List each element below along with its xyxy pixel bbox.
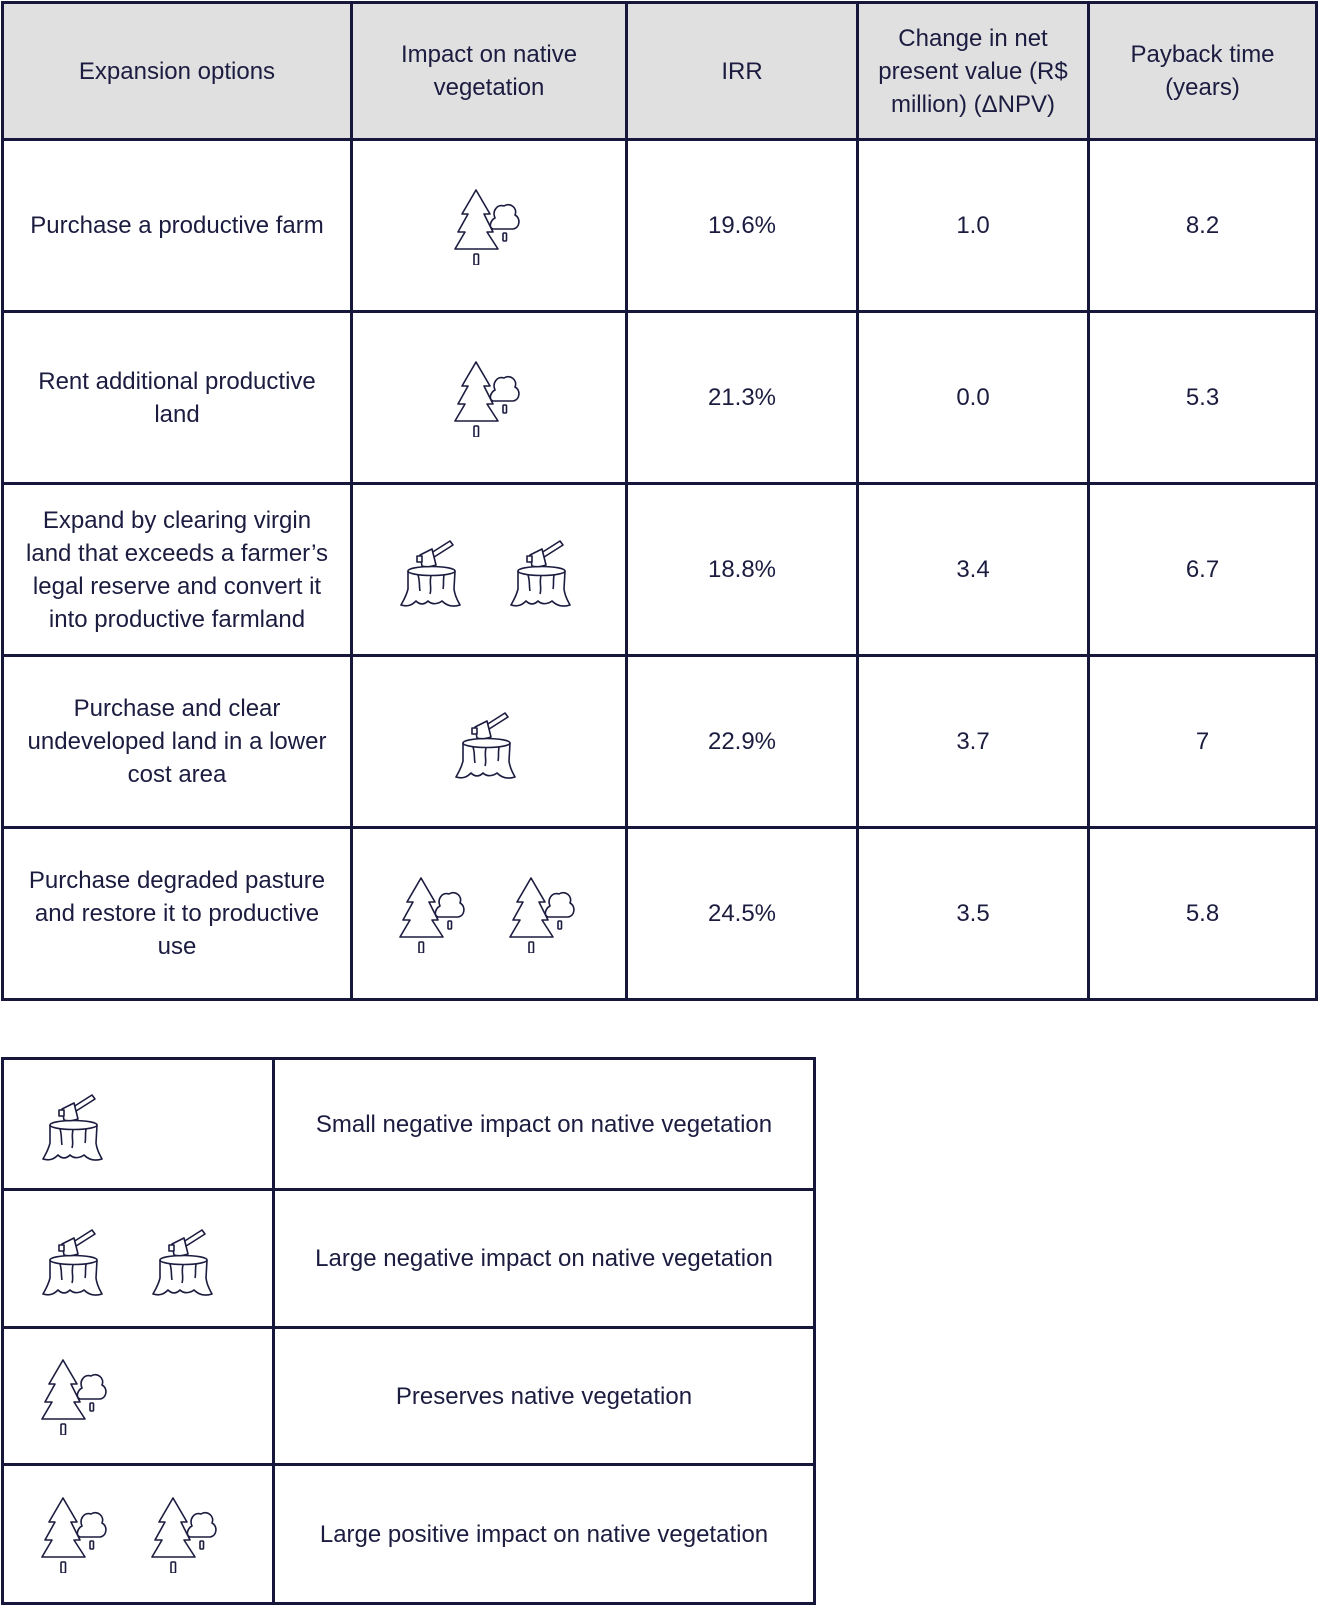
payback-cell: 5.8 [1089, 828, 1317, 1000]
legend-row [3, 1190, 815, 1328]
legend-label: Large negative impact on native vegetation [274, 1190, 815, 1328]
table-row [3, 312, 1317, 484]
option-cell: Expand by clearing virgin land that exceeds a farmer’s legal reserve and convert it into productive farmland [3, 484, 352, 656]
legend-table [1, 1057, 816, 1605]
legend-icon-cell [3, 1328, 274, 1465]
header-payback: Payback time (years) [1089, 3, 1317, 140]
legend-icons [4, 1495, 272, 1573]
legend-icon-cell [3, 1190, 274, 1328]
impact-cell [352, 140, 627, 312]
legend-icon-cell [3, 1059, 274, 1190]
trees-icon [40, 1357, 112, 1435]
header-expansion-options: Expansion options [3, 3, 352, 140]
trees-icon [40, 1495, 112, 1573]
legend-label: Preserves native vegetation [274, 1328, 815, 1465]
option-cell: Purchase degraded pasture and restore it to productive use [3, 828, 352, 1000]
table-row [3, 828, 1317, 1000]
trees-icon [453, 187, 525, 265]
legend-label: Small negative impact on native vegetation [274, 1059, 815, 1190]
impact-cell [352, 828, 627, 1000]
legend-icons [4, 1220, 272, 1298]
stump-axe-icon [40, 1220, 112, 1298]
npv-cell: 0.0 [858, 312, 1089, 484]
header-npv: Change in net present value (R$ million) (ΔNPV) [858, 3, 1089, 140]
option-cell: Purchase and clear undeveloped land in a lower cost area [3, 656, 352, 828]
impact-icons [367, 531, 611, 609]
legend-row [3, 1328, 815, 1465]
legend-icon-cell [3, 1465, 274, 1604]
stump-axe-icon [453, 703, 525, 781]
expansion-options-table [1, 1, 1318, 1001]
npv-cell: 3.7 [858, 656, 1089, 828]
option-cell: Purchase a productive farm [3, 140, 352, 312]
impact-cell [352, 656, 627, 828]
table-row [3, 140, 1317, 312]
header-irr: IRR [627, 3, 858, 140]
payback-cell: 6.7 [1089, 484, 1317, 656]
legend-label: Large positive impact on native vegetation [274, 1465, 815, 1604]
irr-cell: 21.3% [627, 312, 858, 484]
legend-row [3, 1465, 815, 1604]
impact-icons [367, 703, 611, 781]
trees-icon [398, 875, 470, 953]
header-impact: Impact on native vegetation [352, 3, 627, 140]
irr-cell: 22.9% [627, 656, 858, 828]
legend-icons [4, 1085, 272, 1163]
payback-cell: 5.3 [1089, 312, 1317, 484]
stump-axe-icon [150, 1220, 222, 1298]
payback-cell: 8.2 [1089, 140, 1317, 312]
irr-cell: 24.5% [627, 828, 858, 1000]
stump-axe-icon [398, 531, 470, 609]
table-header-row [3, 3, 1317, 140]
trees-icon [150, 1495, 222, 1573]
impact-icons [367, 187, 611, 265]
legend-icons [4, 1357, 272, 1435]
trees-icon [453, 359, 525, 437]
payback-cell: 7 [1089, 656, 1317, 828]
npv-cell: 1.0 [858, 140, 1089, 312]
stump-axe-icon [40, 1085, 112, 1163]
npv-cell: 3.4 [858, 484, 1089, 656]
legend-row [3, 1059, 815, 1190]
impact-icons [367, 875, 611, 953]
irr-cell: 19.6% [627, 140, 858, 312]
npv-cell: 3.5 [858, 828, 1089, 1000]
option-cell: Rent additional productive land [3, 312, 352, 484]
stump-axe-icon [508, 531, 580, 609]
trees-icon [508, 875, 580, 953]
impact-cell [352, 484, 627, 656]
table-row [3, 484, 1317, 656]
impact-icons [367, 359, 611, 437]
impact-cell [352, 312, 627, 484]
table-row [3, 656, 1317, 828]
irr-cell: 18.8% [627, 484, 858, 656]
